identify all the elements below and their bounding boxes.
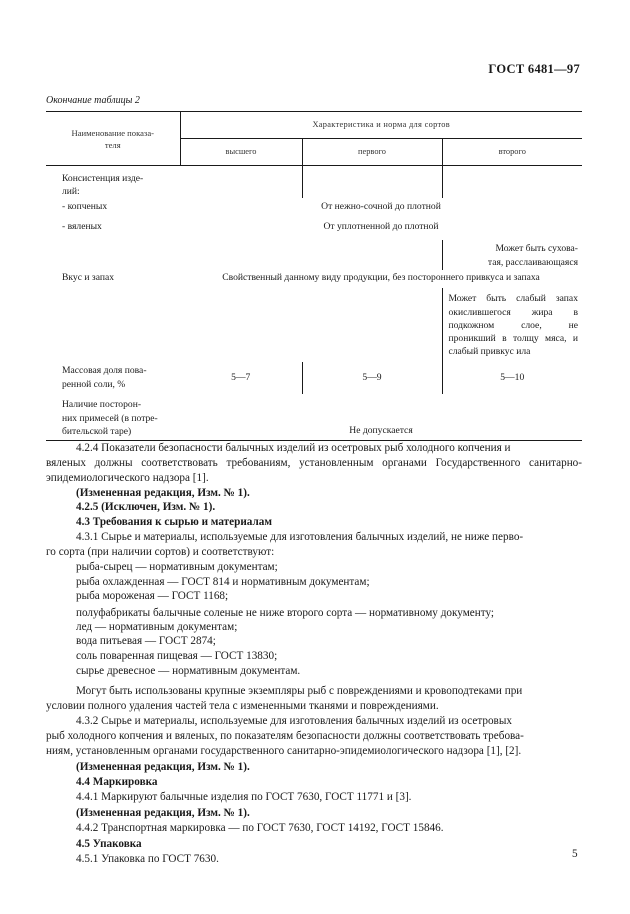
salt-value-second: 5—10 xyxy=(442,362,582,394)
row-label-smoked: - копченых xyxy=(62,201,108,213)
table-header-row xyxy=(46,112,582,139)
paragraph-4-2-4: 4.2.4 Показатели безопасности балычных изделий из осетровых рыб холодного копчения и xyxy=(76,442,511,454)
paragraph-4-3-2: 4.3.2 Сырье и материалы, используемые для изготовления балычных изделий из осетровых xyxy=(76,715,512,727)
table-row xyxy=(46,362,582,394)
grade-header-top: высшего xyxy=(180,139,302,166)
document-header: ГОСТ 6481—97 xyxy=(488,62,580,76)
table-row xyxy=(46,288,582,362)
paragraph-4-2-4-cont: вяленых должны соответствовать требованиям, установленным органами Государственного санитарно-эпидемиологического надзора [1]. xyxy=(46,457,582,484)
smoked-value: От нежно-сочной до плотной xyxy=(321,201,441,213)
paragraph-4-5-1: 4.5.1 Упаковка по ГОСТ 7630. xyxy=(76,853,219,865)
paragraph-4-3-2-cont2: ниям, установленным органами государственного санитарно-эпидемиологического надзора [1], [2]. xyxy=(46,745,522,757)
section-4-4-title: 4.4 Маркировка xyxy=(76,776,158,788)
dried-value: От уплотненной до плотной xyxy=(323,221,439,233)
paragraph-large-specimens-cont: условии полного удаления частей тела с измененными тканями и повреждениями. xyxy=(46,700,439,712)
row-label-impurities: Наличие посторон- них примесей (в потре- бительской таре) xyxy=(62,399,158,437)
row-label-salt: Массовая доля пова- ренной соли, % xyxy=(62,365,147,390)
list-item: рыба-сырец — нормативным документам; xyxy=(76,561,278,573)
table-row xyxy=(46,198,582,220)
table-row xyxy=(46,270,582,288)
amendment-note: (Измененная редакция, Изм. № 1). xyxy=(76,807,250,819)
section-4-3-title: 4.3 Требования к сырью и материалам xyxy=(76,516,272,528)
list-item: полуфабрикаты балычные соленые не ниже второго сорта — нормативному документу; xyxy=(76,607,495,619)
paragraph-4-4-1: 4.4.1 Маркируют балычные изделия по ГОСТ 7630, ГОСТ 11771 и [3]. xyxy=(76,791,412,803)
column-header-characteristics: Характеристика и норма для сортов xyxy=(180,112,582,139)
paragraph-4-3-1-cont: го сорта (при наличии сортов) и соответствуют: xyxy=(46,546,275,558)
table-caption: Окончание таблицы 2 xyxy=(46,95,140,106)
column-header-name: Наименование показа- теля xyxy=(46,112,180,166)
list-item: соль поваренная пищевая — ГОСТ 13830; xyxy=(76,650,278,662)
amendment-note: (Измененная редакция, Изм. № 1). xyxy=(76,487,250,499)
list-item: рыба мороженая — ГОСТ 1168; xyxy=(76,590,229,602)
list-item: вода питьевая — ГОСТ 2874; xyxy=(76,635,216,647)
table-row xyxy=(46,166,582,199)
section-4-5-title: 4.5 Упаковка xyxy=(76,838,142,850)
impurities-value: Не допускается xyxy=(349,425,413,437)
list-item: рыба охлажденная — ГОСТ 814 и нормативным документам; xyxy=(76,576,370,588)
row-label-taste: Вкус и запах xyxy=(62,272,115,284)
table-row xyxy=(46,394,582,441)
salt-value-top: 5—7 xyxy=(231,372,251,384)
taste-second-grade-value: Может быть слабый запах окислившегося жира в подкожном слое, не проникший в толщу мяса, и слабый привкус ила xyxy=(442,288,582,362)
amendment-note: (Измененная редакция, Изм. № 1). xyxy=(76,761,250,773)
grade-header-second: второго xyxy=(442,139,582,166)
characteristics-table xyxy=(46,111,582,441)
row-label-dried: - вяленых xyxy=(62,221,102,233)
table-row xyxy=(46,220,582,240)
page-number: 5 xyxy=(572,848,578,860)
row-label-consistency: Консистенция изде- лий: xyxy=(62,173,144,198)
paragraph-4-3-2-cont: рыб холодного копчения и вяленых, по показателям безопасности должны соответствовать требова- xyxy=(46,730,524,742)
paragraph-large-specimens: Могут быть использованы крупные экземпляры рыб с повреждениями и кровоподтеками при xyxy=(76,685,523,697)
taste-value: Свойственный данному виду продукции, без постороннего привкуса и запаха xyxy=(222,272,540,284)
dried-second-grade-value: Может быть сухова- тая, расслаивающаяся xyxy=(442,240,582,270)
salt-value-first: 5—9 xyxy=(302,362,442,394)
paragraph-4-2-5: 4.2.5 (Исключен, Изм. № 1). xyxy=(76,501,216,513)
grade-header-first: первого xyxy=(302,139,442,166)
list-item: сырье древесное — нормативным документам. xyxy=(76,665,301,677)
table-row xyxy=(46,240,582,270)
list-item: лед — нормативным документам; xyxy=(76,621,238,633)
paragraph-4-3-1: 4.3.1 Сырье и материалы, используемые для изготовления балычных изделий, не ниже перво- xyxy=(76,531,524,543)
paragraph-4-4-2: 4.4.2 Транспортная маркировка — по ГОСТ 7630, ГОСТ 14192, ГОСТ 15846. xyxy=(76,822,444,834)
